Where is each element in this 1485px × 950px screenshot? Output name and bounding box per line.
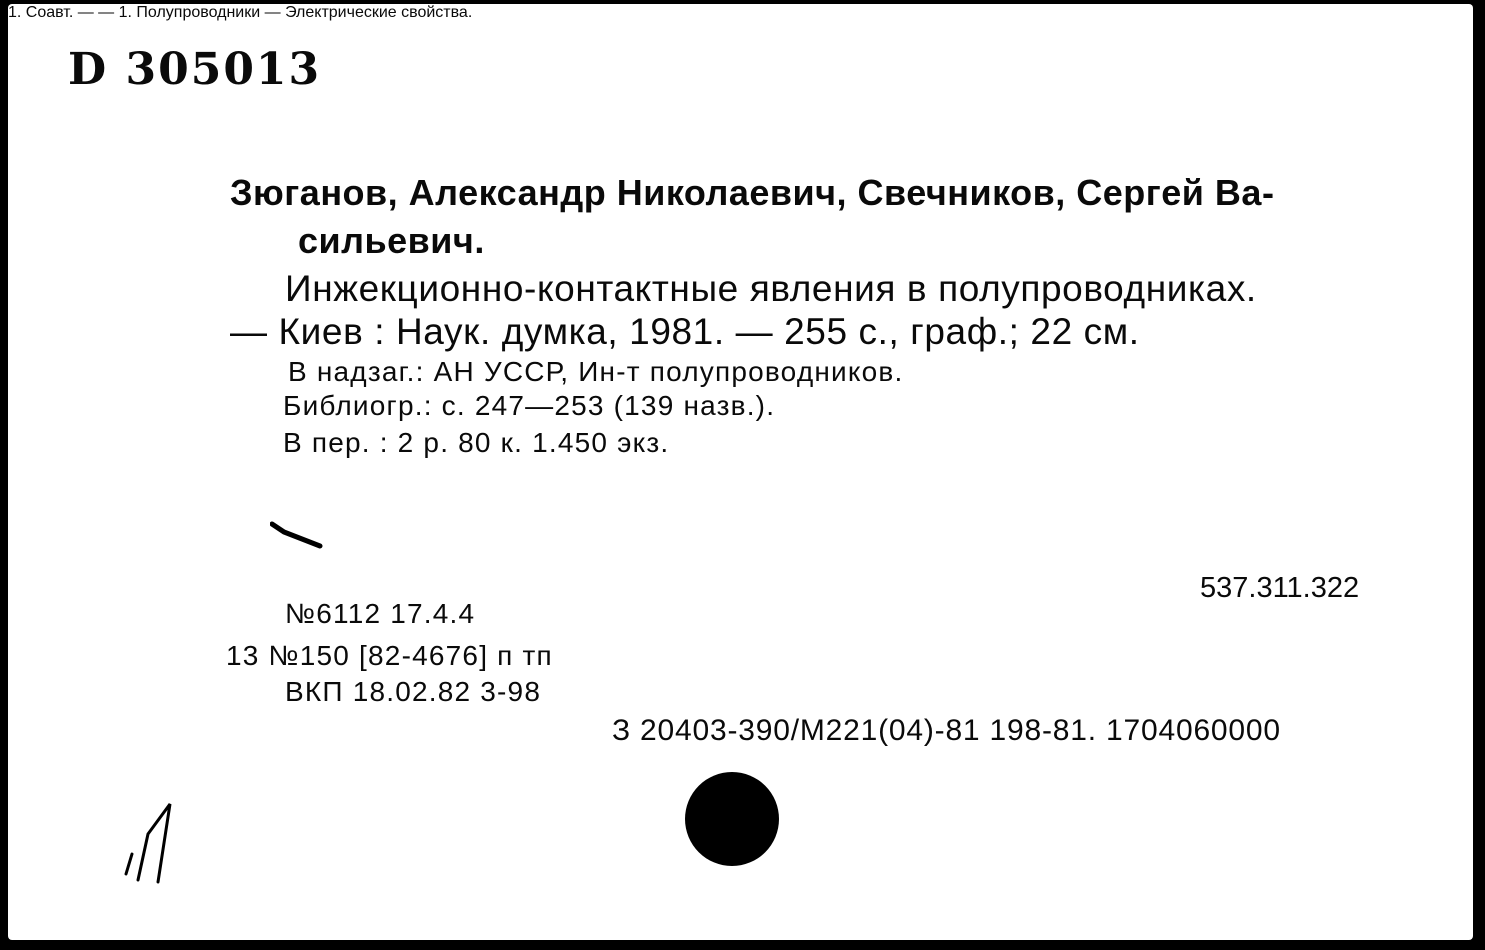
accession-line-2: 13 №150 [82-4676] п тп (226, 640, 553, 671)
handwritten-mark (118, 794, 178, 884)
accession-line-3: ВКП 18.02.82 3-98 (285, 676, 542, 707)
note-header: В надзаг.: АН УССР, Ин-т полупроводников. (288, 356, 904, 387)
publication-info: — Киев : Наук. думка, 1981. — 255 с., граф.; 22 см. (230, 311, 1140, 352)
punch-hole (685, 772, 779, 866)
author-line-2: сильевич. (298, 220, 485, 261)
book-title: Инжекционно-контактные явления в полупроводниках. (285, 268, 1257, 309)
checkmark-icon (270, 502, 330, 552)
note-bibliography: Библиогр.: с. 247—253 (139 назв.). (283, 390, 776, 421)
catalog-card (8, 4, 1473, 940)
udc-code: 537.311.322 (1200, 572, 1360, 604)
author-line-1: Зюганов, Александр Николаевич, Свечников, Сергей Ва- (230, 172, 1275, 213)
isbn-line: З 20403-390/М221(04)-81 198-81. 1704060000 (612, 714, 1281, 747)
accession-line-1: №6112 17.4.4 (285, 598, 476, 629)
card-number: D 305013 (68, 44, 322, 95)
note-price: В пер. : 2 р. 80 к. 1.450 экз. (283, 427, 670, 458)
subject-tracings: 1. Соавт. — — 1. Полупроводники — Электрические свойства. (8, 4, 473, 21)
